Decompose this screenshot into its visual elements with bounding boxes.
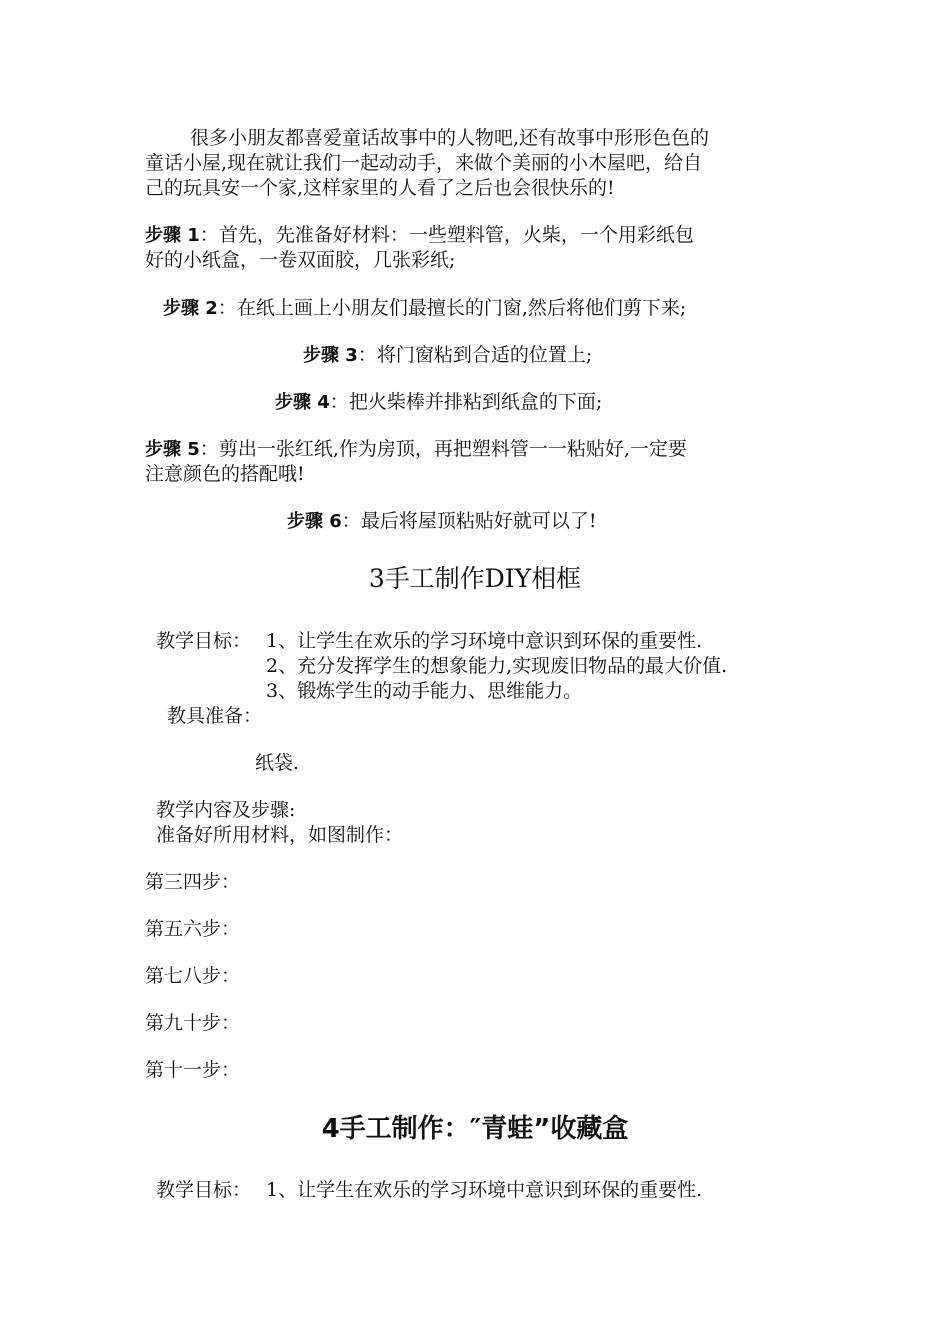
section-3-goal-3: 3、锻炼学生的动手能力、思维能力。 bbox=[266, 680, 583, 702]
section-3-tools-label: 教具准备： bbox=[167, 705, 263, 727]
step-4 bbox=[275, 390, 602, 415]
step-3-label: 步骤 3 bbox=[303, 345, 358, 366]
section-3-goal-2: 2、充分发挥学生的想象能力,实现废旧物品的最大价值. bbox=[266, 655, 728, 677]
step-6 bbox=[287, 509, 596, 534]
section-3-tools: 纸袋. bbox=[255, 752, 300, 774]
step-5 bbox=[145, 437, 687, 462]
step-3 bbox=[303, 343, 592, 368]
step-4-sep: ： bbox=[329, 391, 349, 413]
sub-step-7-8: 第七八步： bbox=[145, 965, 241, 987]
step-4-text: 把火柴棒并排粘到纸盒的下面; bbox=[348, 391, 603, 413]
section-3-title: 3手工制作DIY相框 bbox=[368, 564, 582, 593]
section-3-content-label: 教学内容及步骤: bbox=[156, 799, 296, 821]
section-4-goal-1: 1、让学生在欢乐的学习环境中意识到环保的重要性. bbox=[266, 1179, 703, 1201]
step-2-text: 在纸上画上小朋友们最擅长的门窗,然后将他们剪下来; bbox=[236, 297, 687, 319]
step-6-sep: ： bbox=[341, 510, 361, 532]
section-3-content-line: 准备好所用材料，如图制作： bbox=[156, 824, 404, 846]
step-1 bbox=[145, 223, 694, 248]
step-2 bbox=[163, 296, 686, 321]
step-1-text: 首先，先准备好材料：一些塑料管，火柴，一个用彩纸包 bbox=[218, 224, 694, 246]
section-4-title: 4手工制作：″青蛙”收藏盒 bbox=[321, 1114, 629, 1144]
sub-step-3-4: 第三四步： bbox=[145, 871, 241, 893]
step-4-label: 步骤 4 bbox=[275, 392, 330, 413]
step-3-text: 将门窗粘到合适的位置上; bbox=[376, 344, 593, 366]
step-2-label: 步骤 2 bbox=[163, 298, 218, 319]
step-5-continued: 注意颜色的搭配哦! bbox=[145, 463, 305, 485]
step-3-sep: ： bbox=[357, 344, 377, 366]
section-4-goals-label: 教学目标： bbox=[156, 1179, 252, 1201]
step-6-text: 最后将屋顶粘贴好就可以了! bbox=[360, 510, 597, 532]
intro-line-3: 己的玩具安一个家,这样家里的人看了之后也会很快乐的! bbox=[145, 177, 615, 199]
intro-line-1: 很多小朋友都喜爱童话故事中的人物吧,还有故事中形形色色的 bbox=[190, 127, 710, 149]
step-5-sep: ： bbox=[199, 438, 219, 460]
step-2-sep: ： bbox=[217, 297, 237, 319]
section-3-goal-1: 1、让学生在欢乐的学习环境中意识到环保的重要性. bbox=[266, 630, 703, 652]
step-1-sep: ： bbox=[199, 224, 219, 246]
intro-line-2: 童话小屋,现在就让我们一起动动手，来做个美丽的小木屋吧，给自 bbox=[145, 152, 703, 174]
step-1-label: 步骤 1 bbox=[145, 225, 200, 246]
step-1-continued: 好的小纸盒，一卷双面胶，几张彩纸; bbox=[145, 249, 456, 271]
step-5-text: 剪出一张红纸,作为房顶，再把塑料管一一粘贴好,一定要 bbox=[218, 438, 687, 460]
section-3-goals-label: 教学目标： bbox=[156, 630, 252, 652]
step-5-label: 步骤 5 bbox=[145, 439, 200, 460]
sub-step-11: 第十一步： bbox=[145, 1059, 241, 1081]
sub-step-5-6: 第五六步： bbox=[145, 918, 241, 940]
step-6-label: 步骤 6 bbox=[287, 511, 342, 532]
sub-step-9-10: 第九十步： bbox=[145, 1012, 241, 1034]
